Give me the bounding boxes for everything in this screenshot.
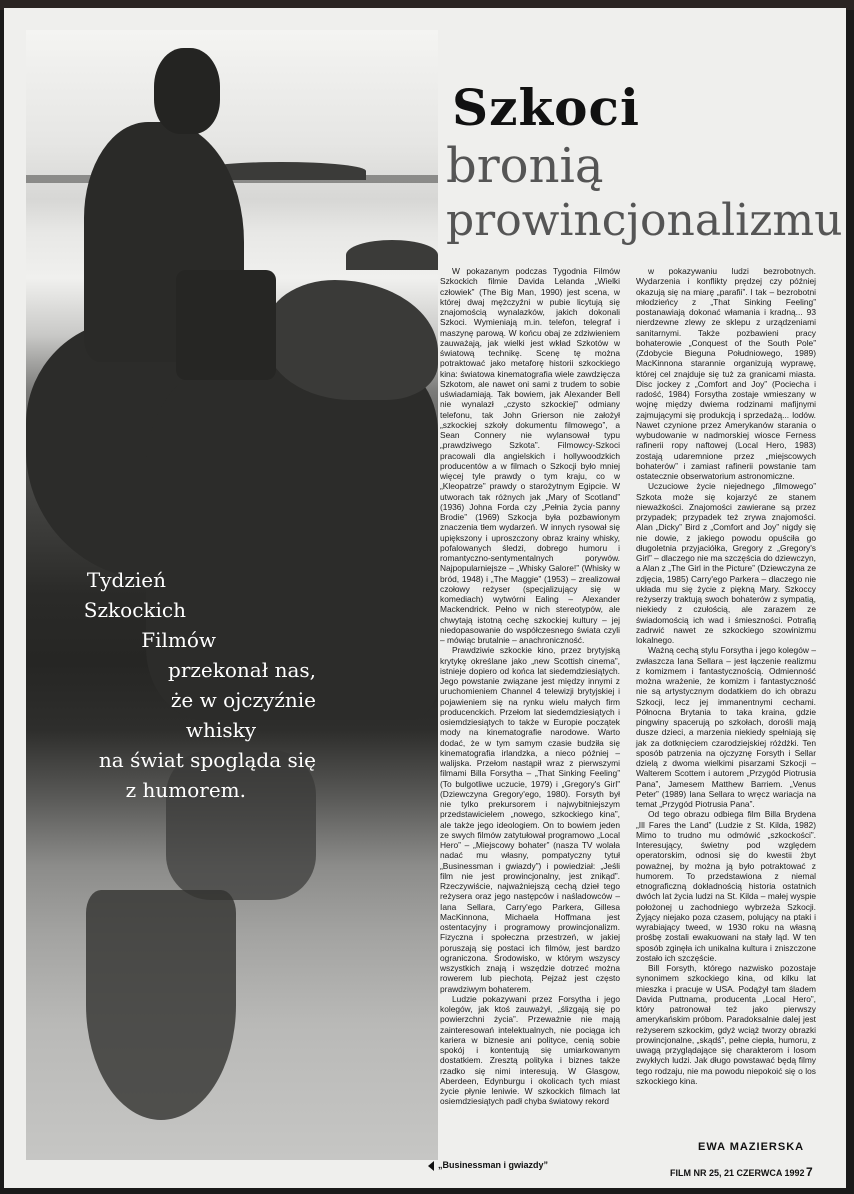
- rock: [266, 280, 438, 400]
- quote-line: że w ojczyźnie: [170, 688, 316, 712]
- title-line-2: bronią: [446, 138, 604, 194]
- column-right: [636, 266, 816, 1086]
- continued-label: „Businessman i gwiazdy”: [438, 1160, 549, 1170]
- column-left: [440, 266, 620, 1107]
- arrow-left-icon: [428, 1161, 434, 1171]
- photo-pull-quote: [76, 565, 316, 805]
- paragraph: W pokazanym podczas Tygodnia Filmów Szkockich filmie Davida Lelanda „Wielki człowiek” (The Big Man, 1990) jest scena, w której dwaj mężczyźni w pubie licytują się znajomością wynalazków, jakich dokonali Szkoci. Wymieniają m.in. telefon, telegraf i maszynę parową. W końcu obaj ze zdziwieniem zauważają, jak wielki jest wkład Szkotów w światową technikę. Scenę tę można potraktować jako metaforę historii szkockiego kina: światowa kinematografia wiele zawdzięcza Szkotom, ale nawet oni sami z trudem to sobie uświadamiają. Tak bowiem, jak Alexander Bell nie wynalazł „czysto szkockiej” odmiany telefonu, tak John Grierson nie założył „szkockiej szkoły dokumentu filmowego”, a Sean Connery nie wylansował typu „prawdziwego Szkota”. Filmowcy-Szkoci pracowali dla angielskich i hollywoodzkich producentów a w filmach o Szkocji było mniej więcej tyle prawdy o tym kraju, co w „Kleopatrze” prawdy o starożytnym Egipcie. W utworach tak różnych jak „Mary of Scotland” (1936) Johna Forda czy „Pełnia życia panny Brodie” (1969) Szkocja była pozbawionym znaczenia tłem wydarzeń. W innych rysował się upiększony i uproszczony obraz krainy whisky, pofalowanych śledzi, dobrego humoru i romantyczno-sentymentalnych porywów. Najpopularniejsze – „Whisky Galore!” (Whisky w bród, 1948) i „The Maggie” (1953) – zrealizował czołowy reżyser (specjalizujący się w komediach) wytwórni Ealing – Alexander Mackendrick. Pełno w nich stereotypów, ale chwytają istotną cechę szkockiej kultury – jej niedopasowanie do współczesnego świata czyli – mówiąc brutalnie – anachroniczność.: [440, 266, 620, 645]
- article-title: [446, 78, 846, 248]
- title-line-3: prowincjonalizmu: [446, 195, 843, 246]
- quote-line: whisky: [185, 718, 256, 742]
- article-photo: [26, 30, 438, 1160]
- title-line-1: Szkoci: [452, 78, 640, 137]
- paragraph: Ważną cechą stylu Forsytha i jego kolegów – zwłaszcza Iana Sellara – jest łączenie realizmu z komizmem i fantastycznością. Odmienność można wrażenie, że komizm i fantastyczność nie są artystycznym dodatkiem do ich obrazu Szkocji, lecz jej immanentnymi cechami. Północna Brytania to taka kraina, gdzie pingwiny spacerują po szkołach, dorośli mają dusze dzieci, a marzenia niekiedy spełniają się jak za dotknięciem czarodziejskiej różdżki. Ten sposób patrzenia na ojczyznę Forsyth i Sellar dzielą z dwoma wielkimi pisarzami Szkocji – Walterem Scottem i autorem „Przygód Piotrusia Pana”, Jamesem Matthew Barriem. „Venus Peter” (1989) Iana Sellara to wręcz wariacja na temat „Przygód Piotrusia Pana”.: [636, 645, 816, 809]
- man-head: [154, 48, 220, 134]
- quote-line: na świat spogląda się: [98, 748, 316, 772]
- magazine-page: [4, 8, 846, 1188]
- quote-line: z humorem.: [125, 778, 246, 802]
- author-signature: EWA MAZIERSKA: [698, 1141, 805, 1153]
- paragraph: Prawdziwie szkockie kino, przez brytyjską krytykę określane jako „new Scottish cinema”, istnieje dopiero od końca lat siedemdziesiątych. Jego powstanie związane jest między innymi z uruchomieniem Channel 4 telewizji brytyjskiej i pojawieniem się na rynku wielu małych firm producenckich. Przełom lat siedemdziesiątych i osiemdziesiątych to także w Europie początek mody na kinematografie narodowe. Warto dodać, że w tym samym czasie budziła się kinematografia irlandzka, a nieco później – walijska. Przełom nastąpił wraz z pierwszymi filmami Billa Forsytha – „That Sinking Feeling” (To bulgotliwe uczucie, 1979) i „Gregory's Girl” (Dziewczyna Gregory'ego, 1980). Forsyth był nie tylko prekursorem i najwybitniejszym przedstawicielem „nowego, szkockiego kina”, ale także jego ideologiem. On to bowiem jeden ze swych filmów zatytułował programowo „Local Hero” – „Miejscowy bohater” (nasza TV wolała nadać mu własny, pompatyczny tytuł „Businessman i gwiazdy”) i powiedział: „Jeśli film nie jest prowincjonalny, jest znikąd”. Rzeczywiście, najważniejszą cechą dzieł tego reżysera oraz jego następców i naśladowców – Iana Sellara, Carry'ego Parkera, Gillesa MacKinnona, Michaela Hoffmana jest ostentacyjny i programowy prowincjonalizm. Fizyczna i społeczna przestrzeń, w jakiej poruszają się postaci ich filmów, jest bardzo ograniczona. Środowisko, w którym wszyscy wszystkich znają i wszędzie dotrzeć można rowerem lub piechotą. Pejzaż jest często prawdziwym bohaterem.: [440, 645, 620, 994]
- paragraph: Ludzie pokazywani przez Forsytha i jego kolegów, jak ktoś zauważył, „ślizgają się po powierzchni życia”. Przeważnie nie mają zainteresowań intelektualnych, nie pociąga ich kariera w biznesie ani polityce, cenią sobie spokój i kontentują się umiarkowanym dostatkiem. Zresztą polityka i biznes także rzadko się nimi interesują. W Glasgow, Aberdeen, Edynburgu i okolicach tych miast życie płynie leniwie. W szkockich filmach lat osiemdziesiątych padł chyba światowy rekord: [440, 993, 620, 1107]
- man-legs: [176, 270, 276, 380]
- quote-line: Tydzień: [86, 568, 166, 592]
- water-reflection: [86, 890, 236, 1120]
- issue-info: FILM NR 25, 21 CZERWCA 1992: [670, 1168, 805, 1178]
- quote-line: Szkockich: [83, 598, 186, 622]
- paragraph: Bill Forsyth, którego nazwisko pozostaje synonimem szkockiego kina, od kilku lat mieszka i pracuje w USA. Podążył tam śladem Davida Puttnama, producenta „Local Hero”, który patronował też jako pierwszy amerykańskim próbom. Paradoksalnie dalej jest reżyserem szkockim, gdyż wciąż tworzy obrazki prowincjonalne, „skądś”, pełne ciepła, humoru, z uwagą przyglądające się charakterom i losom zwykłych ludzi. Jak długo powstawać będą filmy tego rodzaju, nie ma powodu niepokoić się o los szkockiego kina.: [636, 963, 816, 1086]
- page-number: 7: [806, 1165, 813, 1179]
- paragraph: Uczuciowe życie niejednego „filmowego” Szkota może się kojarzyć ze stanem nieważkości. Znajomości zawierane są przez przypadek; przypadek też zrywa znajomości. Alan „Dicky” Bird z „Comfort and Joy” nigdy się nie dowie, z jakiego powodu opuściła go długoletnia przyjaciółka, Gregory z „Gregory's Girl” – dlaczego nie ma szczęścia do dziewczyn, a Alan z „The Girl in the Picture” (Dziewczyna ze zdjęcia, 1985) Carry'ego Parkera – dlaczego nie układa mu się życie z piękną Mary. Szkoccy reżyserzy traktują swoch bohaterów z sympatią, niekiedy z czułością, ale zarazem ze świadomością ich wad i śmieszności. Potrafią zadrwić nawet ze szkockiego szowinizmu lokalnego.: [636, 481, 816, 645]
- continued-reference: [428, 1160, 548, 1171]
- quote-line: przekonał nas,: [168, 658, 316, 682]
- paragraph: Od tego obrazu odbiega film Billa Brydena „Ill Fares the Land” (Ludzie z St. Kilda, 1982) Mimo to trudno mu odmówić „szkockości”. Interesujący, świetny pod względem operatorskim, odnosi się do kwestii żbyt poważnej, by można ją było potraktować z humorem. To przedstawiona z niemal etnograficzną dokładnością historia ostatnich dwóch lat życia ludzi na St. Kilda – małej wyspie położonej u zachodniego wybrzeża Szkocji. Żyjący niejako poza czasem, polujący na ptaki i wyrabiający tweed, w 1930 roku na własną prośbę zostali ewakuowani na stały ląd. W ten sposób zginęła ich unikalna kultura i zniszczone zostało ich szczęście.: [636, 809, 816, 963]
- distant-island: [346, 240, 438, 270]
- paragraph: w pokazywaniu ludzi bezrobotnych. Wydarzenia i konflikty prędzej czy później okazują się na miarę „parafii”. I tak – bezrobotni młodzieńcy z „That Sinking Feeling” postanawiają dokonać włamania i kradną... 93 nierdzewne zlewy ze sklepu z urządzeniami sanitarnymi. Także pozbawieni pracy bohaterowie „Conquest of the South Pole” (Zdobycie Bieguna Południowego, 1989) MacKinnona starannie organizują wyprawę, której cel znajduje się tuż za granicami miasta. Disc jockey z „Comfort and Joy” (Pociecha i radość, 1984) Forsytha zostaje wmieszany w wojnę między dwiema rodzinami mafijnymi zajmującymi się produkcją i sprzedażą... lodów. Nawet czynione przez Amerykanów starania o wybudowanie w nadmorskiej wiosce Ferness rafinerii ropy naftowej (Local Hero, 1983) zostają udaremnione przez „miejscowych bohaterów” i zamiast rafinerii powstanie tam ostatecznie obserwatorium astronomiczne.: [636, 266, 816, 481]
- quote-line: Filmów: [141, 628, 216, 652]
